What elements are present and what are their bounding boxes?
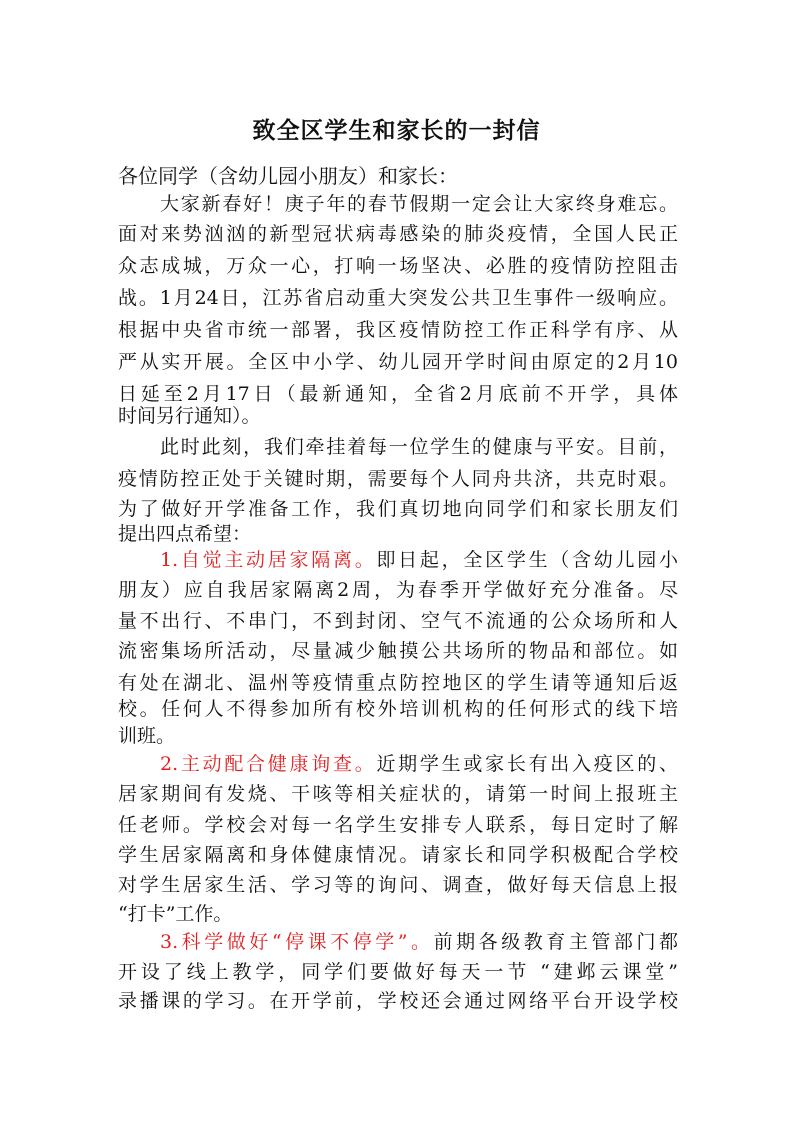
p3-line-1 [160, 548, 678, 572]
p5-heading: 3.科学做好“停课不停学”。 [160, 931, 434, 953]
p3-line-3: 量不出行、不串门，不到封闭、空气不流通的公众场所和人 [118, 610, 678, 632]
p1-line-1: 大家新春好！庚子年的春节假期一定会让大家终身难忘。 [160, 193, 678, 215]
p4-line-1 [160, 752, 678, 776]
p2-line-4: 提出四点希望： [118, 523, 252, 545]
p1-line-6: 严从实开展。全区中小学、幼儿园开学时间由原定的2月10 [118, 351, 678, 373]
p3-line-6: 校。任何人不得参加所有校外培训机构的任何形式的线下培 [118, 698, 678, 720]
p1-line-8: 时间另行通知）。 [118, 405, 261, 427]
p4-line-4: 学生居家隔离和身体健康情况。请家长和同学积极配合学校 [118, 844, 678, 866]
p4-line-6: “打卡”工作。 [118, 903, 233, 925]
p4-line-1-text: 近期学生或家长有出入疫区的、 [376, 753, 678, 775]
p2-line-1: 此时此刻，我们牵挂着每一位学生的健康与平安。目前， [160, 436, 678, 458]
p4-heading: 2.主动配合健康询查。 [160, 753, 377, 775]
p4-line-3: 任老师。学校会对每一名学生安排专人联系，每日定时了解 [118, 814, 678, 836]
p3-heading: 1.自觉主动居家隔离。 [160, 549, 377, 571]
p5-line-2: 开设了线上教学，同学们要做好每天一节 “建邺云课堂” [118, 961, 678, 983]
p1-line-4: 战。1月24日，江苏省启动重大突发公共卫生事件一级响应。 [118, 287, 678, 309]
p3-line-1-text: 即日起，全区学生（含幼儿园小 [376, 549, 678, 571]
p1-line-5: 根据中央省市统一部署，我区疫情防控工作正科学有序、从 [118, 319, 678, 341]
p5-line-1-text: 前期各级教育主管部门都 [433, 931, 678, 953]
p2-line-2: 疫情防控正处于关键时期，需要每个人同舟共济，共克时艰。 [118, 468, 678, 490]
p3-line-2: 朋友）应自我居家隔离2周，为春季开学做好充分准备。尽 [118, 579, 678, 601]
p5-line-3: 录播课的学习。在开学前，学校还会通过网络平台开设学校 [118, 990, 678, 1012]
p1-line-7: 日延至2月17日（最新通知，全省2月底前不开学，具体 [118, 383, 678, 405]
p5-line-1 [160, 930, 678, 954]
p4-line-2: 居家期间有发烧、干咳等相关症状的，请第一时间上报班主 [118, 783, 678, 805]
p4-line-5: 对学生居家生活、学习等的询问、调查，做好每天信息上报 [118, 874, 678, 896]
p1-line-3: 众志成城，万众一心，打响一场坚决、必胜的疫情防控阻击 [118, 255, 678, 277]
p3-line-4: 流密集场所活动，尽量减少触摸公共场所的物品和部位。如 [118, 640, 678, 662]
p1-line-2: 面对来势汹汹的新型冠状病毒感染的肺炎疫情，全国人民正 [118, 223, 678, 245]
salutation: 各位同学（含幼儿园小朋友）和家长： [118, 164, 458, 188]
letter-title: 致全区学生和家长的一封信 [252, 117, 541, 144]
p2-line-3: 为了做好开学准备工作，我们真切地向同学们和家长朋友们 [118, 498, 678, 520]
p3-line-5: 有处在湖北、温州等疫情重点防控地区的学生请等通知后返 [118, 672, 678, 694]
p3-line-7: 训班。 [118, 725, 176, 747]
